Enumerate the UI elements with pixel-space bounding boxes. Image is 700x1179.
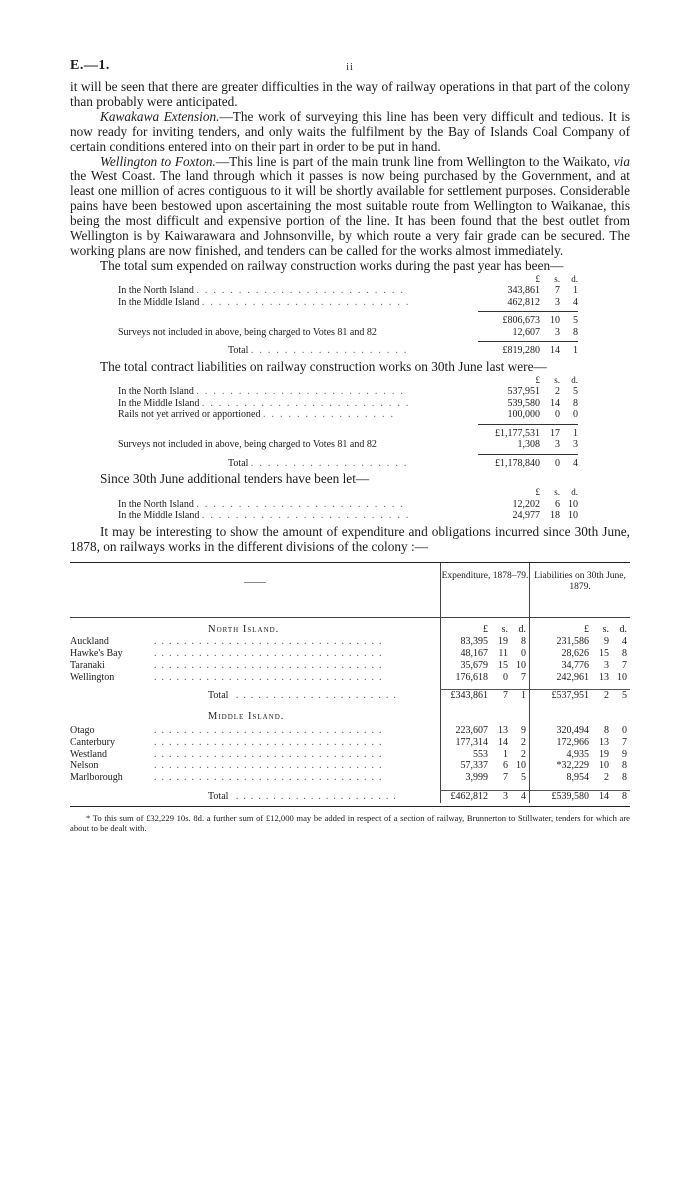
table-row: Marlborough ............................... 3,999 7 5 8,954 2 8 xyxy=(70,772,630,784)
currency-head: £ s. d. xyxy=(535,273,578,284)
expenditure-col-header: Expenditure, 1878–79. xyxy=(440,563,529,617)
kawakawa-heading: Kawakawa Extension. xyxy=(100,108,220,124)
additional-row: In the North Island ......................... 12,202 6 10 xyxy=(118,498,578,510)
section-north: North Island. £ s. d. £ s. d. xyxy=(70,624,630,636)
table-row: Hawke's Bay ............................... 48,167 11 0 28,626 15 8 xyxy=(70,648,630,660)
liability-row: Rails not yet arrived or apportioned ................ 100,000 0 0 xyxy=(118,409,578,421)
liabilities-subtotal: £1,177,531 17 1 xyxy=(495,427,578,439)
middle-total-row: Total ...................... £462,812 3 4 £539,580 14 8 xyxy=(70,790,630,802)
paragraph-total-sum: The total sum expended on railway construction works during the past year has been— xyxy=(100,257,564,273)
expended-surveys: Surveys not included in above, being charged to Votes 81 and 82 12,607 3 8 xyxy=(118,326,578,338)
north-total-row: Total ...................... £343,861 7 1 £537,951 2 5 xyxy=(70,689,630,701)
expended-subtotal: £806,673 10 5 xyxy=(502,315,578,327)
table-row: Wellington ............................... 176,618 0 7 242,961 13 10 xyxy=(70,672,630,684)
page-number: ii xyxy=(346,62,354,73)
wellington-text-b: the West Coast. The land through which it passes is now being purchased by the Government, and at least one million of acres contiguous to it will be shortly available for settlement purposes. Considerable pains have been bestowed upon ascertaining the most suitable route from Wellington to Waikanae, this being the most difficult and expensive portion of the line. It has been found that the best outlet from Wellington is by Kaiwarawara and Johnsonville, by which route a very fair grade can be secured. The working plans are now finished, and tenders can be called for the works almost immediately. xyxy=(70,168,630,258)
table-row: Taranaki ............................... 35,679 15 10 34,776 3 7 xyxy=(70,660,630,672)
sum-rule xyxy=(478,341,578,342)
expended-row: In the North Island ......................... 343,861 7 1 xyxy=(118,285,578,297)
additional-table xyxy=(118,487,578,522)
kawakawa-text: —The work of surveying this line has been very difficult and tedious. It is now ready for inviting tenders, and only waits the fulfilment by the Bay of Islands Coal Company of certain conditions entered into on their part in order to be put in hand. xyxy=(70,108,630,154)
wellington-via: via xyxy=(613,153,630,169)
table-row: Canterbury ............................... 177,314 14 2 172,966 13 7 xyxy=(70,737,630,749)
divisions-header xyxy=(70,563,630,618)
liabilities-surveys: Surveys not included in above, being charged to Votes 81 and 82 1,308 3 3 xyxy=(118,439,578,451)
report-code: E.—1. xyxy=(70,58,110,73)
paragraph-interesting: It may be interesting to show the amount of expenditure and obligations incurred since 30th June, 1878, on railways works in the different divisions of the colony :— xyxy=(70,523,630,554)
wellington-text-a: —This line is part of the main trunk line from Wellington to the Waikato, xyxy=(215,153,614,169)
paragraph-contract: The total contract liabilities on railway construction works on 30th June last were— xyxy=(100,358,547,374)
expended-row: In the Middle Island ......................... 462,812 3 4 xyxy=(118,296,578,308)
liability-row: In the North Island ......................... 537,951 2 5 xyxy=(118,386,578,398)
table-row: Otago ............................... 223,607 13 9 320,494 8 0 xyxy=(70,725,630,737)
paragraph-wellington xyxy=(70,155,630,259)
currency-head: £ s. d. xyxy=(535,487,578,498)
currency-head: £ s. d. xyxy=(535,374,578,385)
expended-table xyxy=(118,274,578,357)
sum-rule xyxy=(478,311,578,312)
section-middle: Middle Island. xyxy=(70,707,630,719)
corner-dash: —— xyxy=(244,576,266,589)
liabilities-table xyxy=(118,375,578,470)
page-header xyxy=(70,56,630,80)
table-row: Nelson ............................... 57,337 6 10 *32,229 10 8 xyxy=(70,760,630,772)
divisions-table xyxy=(70,562,630,806)
sum-rule xyxy=(478,454,578,455)
table-bottom-rule xyxy=(70,806,630,807)
table-row: Auckland ............................... 83,395 19 8 231,586 9 4 xyxy=(70,636,630,648)
footnote: * To this sum of £32,229 10s. 8d. a further sum of £12,000 may be added in respect of a section of railway, Brunnerton to Stillwater, tenders for which are about to be dealt with. xyxy=(70,812,630,834)
liability-row: In the Middle Island ......................... 539,580 14 8 xyxy=(118,397,578,409)
document-page xyxy=(70,56,630,834)
paragraph-since: Since 30th June additional tenders have been let— xyxy=(100,471,370,487)
wellington-heading: Wellington to Foxton. xyxy=(100,153,216,169)
paragraph-kawakawa xyxy=(70,110,630,155)
additional-row: In the Middle Island ......................... 24,977 18 10 xyxy=(118,510,578,522)
paragraph-intro: it will be seen that there are greater difficulties in the way of railway operations in that part of the colony than probably were anticipated. xyxy=(70,79,630,109)
liabilities-total: Total ................... £1,178,840 0 4 xyxy=(228,457,578,469)
table-row: Westland ............................... 553 1 2 4,935 19 9 xyxy=(70,749,630,761)
sum-rule xyxy=(478,424,578,425)
liabilities-col-header: Liabilities on 30th June, 1879. xyxy=(529,563,630,617)
expended-total: Total ................... £819,280 14 1 xyxy=(228,345,578,357)
